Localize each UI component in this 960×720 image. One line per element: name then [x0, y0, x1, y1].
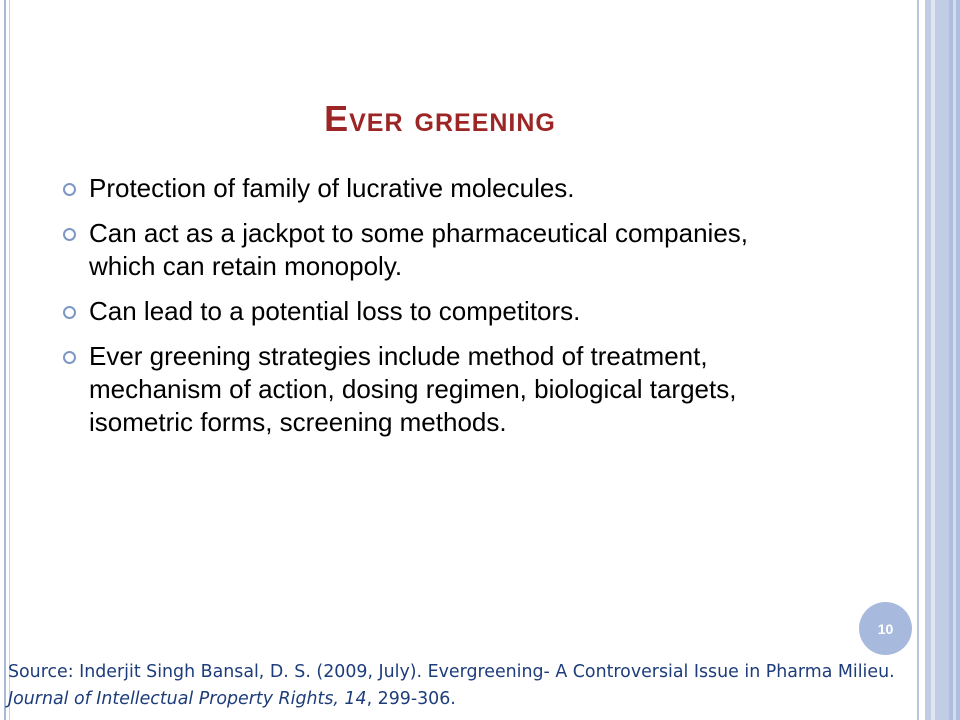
source-citation	[8, 659, 918, 713]
circle-bullet-icon	[63, 306, 76, 319]
page-number-badge: 10	[859, 602, 912, 655]
right-border-line	[917, 0, 919, 720]
source-suffix: , 299-306.	[366, 689, 456, 709]
bullet-text: Protection of family of lucrative molecules.	[89, 173, 575, 203]
bullet-text: Can act as a jackpot to some pharmaceutical companies, which can retain monopoly.	[89, 218, 749, 281]
bullet-item	[60, 217, 780, 283]
bullet-item	[60, 340, 780, 439]
bullet-item	[60, 295, 780, 328]
right-decorative-edge-highlight	[953, 0, 956, 720]
circle-bullet-icon	[63, 228, 76, 241]
bullet-item	[60, 172, 780, 205]
bullet-list	[60, 172, 780, 451]
slide-title: Ever greening	[324, 98, 556, 139]
source-journal: Journal of Intellectual Property Rights, 14	[8, 689, 367, 709]
circle-bullet-icon	[63, 183, 76, 196]
bullet-text: Can lead to a potential loss to competitors.	[89, 296, 581, 326]
right-decorative-bar	[925, 0, 949, 720]
bullet-text: Ever greening strategies include method of treatment, mechanism of action, dosing regimen, biological targets, isometric forms, screening methods.	[89, 341, 737, 437]
right-decorative-bar-highlight	[931, 0, 935, 720]
circle-bullet-icon	[63, 351, 76, 364]
source-prefix: Source: Inderjit Singh Bansal, D. S. (2009, July). Evergreening- A Controversial Issue in Pharma Milieu.	[8, 662, 895, 682]
